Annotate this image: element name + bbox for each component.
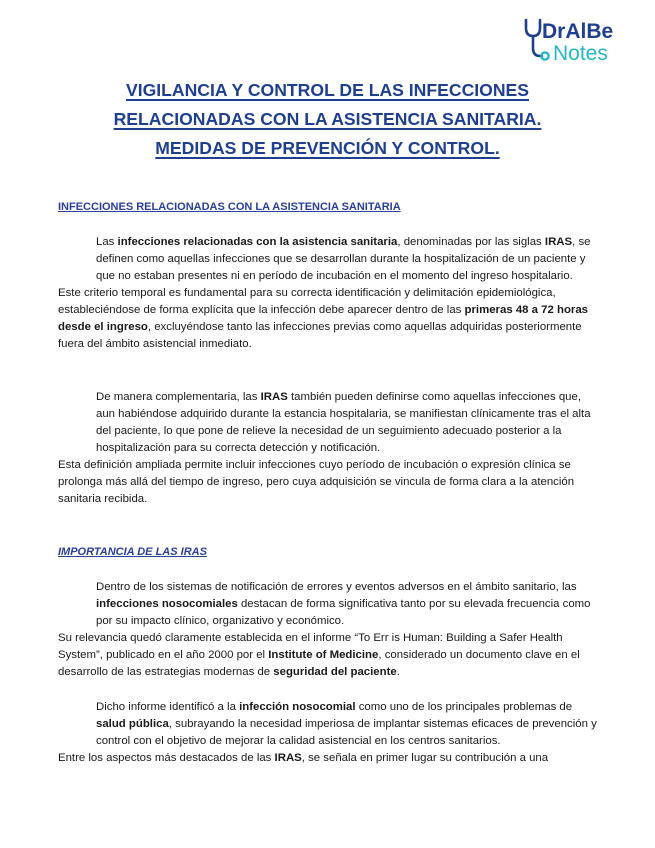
document-title xyxy=(60,76,595,163)
title-line-1: VIGILANCIA Y CONTROL DE LAS INFECCIONES xyxy=(125,80,530,100)
paragraph: Dicho informe identificó a la infección nosocomial como uno de los principales problemas de salud pública, subrayando la necesidad imperiosa de implantar sistemas eficaces de prevención y control con el objetivo de mejorar la calidad asistencial en los centros sanitarios. xyxy=(96,701,597,747)
paragraph: De manera complementaria, las IRAS también pueden definirse como aquellas infecciones que, aun habiéndose adquirido durante la estancia hospitalaria, se manifiestan clínicamente tras el alta del paciente, lo que pone de relieve la necesidad de un seguimiento adecuado posterior a la hospitalización para su correcta detección y notificación. xyxy=(96,391,591,454)
logo-text-bottom: Notes xyxy=(553,42,608,64)
section-importance-continued xyxy=(58,699,598,767)
paragraph: Entre los aspectos más destacados de las IRAS, se señala en primer lugar su contribución a una xyxy=(58,752,549,764)
section-iras-definition xyxy=(58,234,598,353)
logo-text-top: DrAlBe xyxy=(542,20,614,43)
brand-logo xyxy=(520,14,635,64)
section-heading-importance: IMPORTANCIA DE LAS IRAS xyxy=(58,546,207,558)
paragraph: Su relevancia quedó claramente establecida en el informe “To Err is Human: Building a Safer Health System”, publicado en el año 2000 por el Institute of Medicine, considerado un documento clave en el desarrollo de las estrategias modernas de seguridad del paciente. xyxy=(58,632,580,678)
paragraph: Este criterio temporal es fundamental para su correcta identificación y delimitación epidemiológica, estableciéndose de forma explícita que la infección debe aparecer dentro de las primeras 48 a 72 horas desde el ingreso, excluyéndose tanto las infecciones previas como aquellas adquiridas posteriormente fuera del ámbito asistencial inmediato. xyxy=(58,287,589,350)
section-heading-iras-definition: INFECCIONES RELACIONADAS CON LA ASISTENCIA SANITARIA xyxy=(58,201,401,213)
paragraph: Esta definición ampliada permite incluir infecciones cuyo período de incubación o expresión clínica se prolonga más allá del tiempo de ingreso, pero cuya adquisición se vincula de forma clara a la atención sanitaria recibida. xyxy=(58,459,575,505)
title-line-2: RELACIONADAS CON LA ASISTENCIA SANITARIA. xyxy=(113,109,542,129)
section-importance xyxy=(58,579,598,681)
title-line-3: MEDIDAS DE PREVENCIÓN Y CONTROL. xyxy=(155,138,500,158)
paragraph: Dentro de los sistemas de notificación de errores y eventos adversos en el ámbito sanitario, las infecciones nosocomiales destacan de forma significativa tanto por su elevada frecuencia como por su impacto clínico, organizativo y económico. xyxy=(96,581,591,627)
paragraph: Las infecciones relacionadas con la asistencia sanitaria, denominadas por las siglas IRAS, se definen como aquellas infecciones que se desarrollan durante la hospitalización de un paciente y que no estaban presentes ni en período de incubación en el momento del ingreso hospitalario. xyxy=(96,236,591,282)
section-iras-definition-continued xyxy=(58,389,598,508)
